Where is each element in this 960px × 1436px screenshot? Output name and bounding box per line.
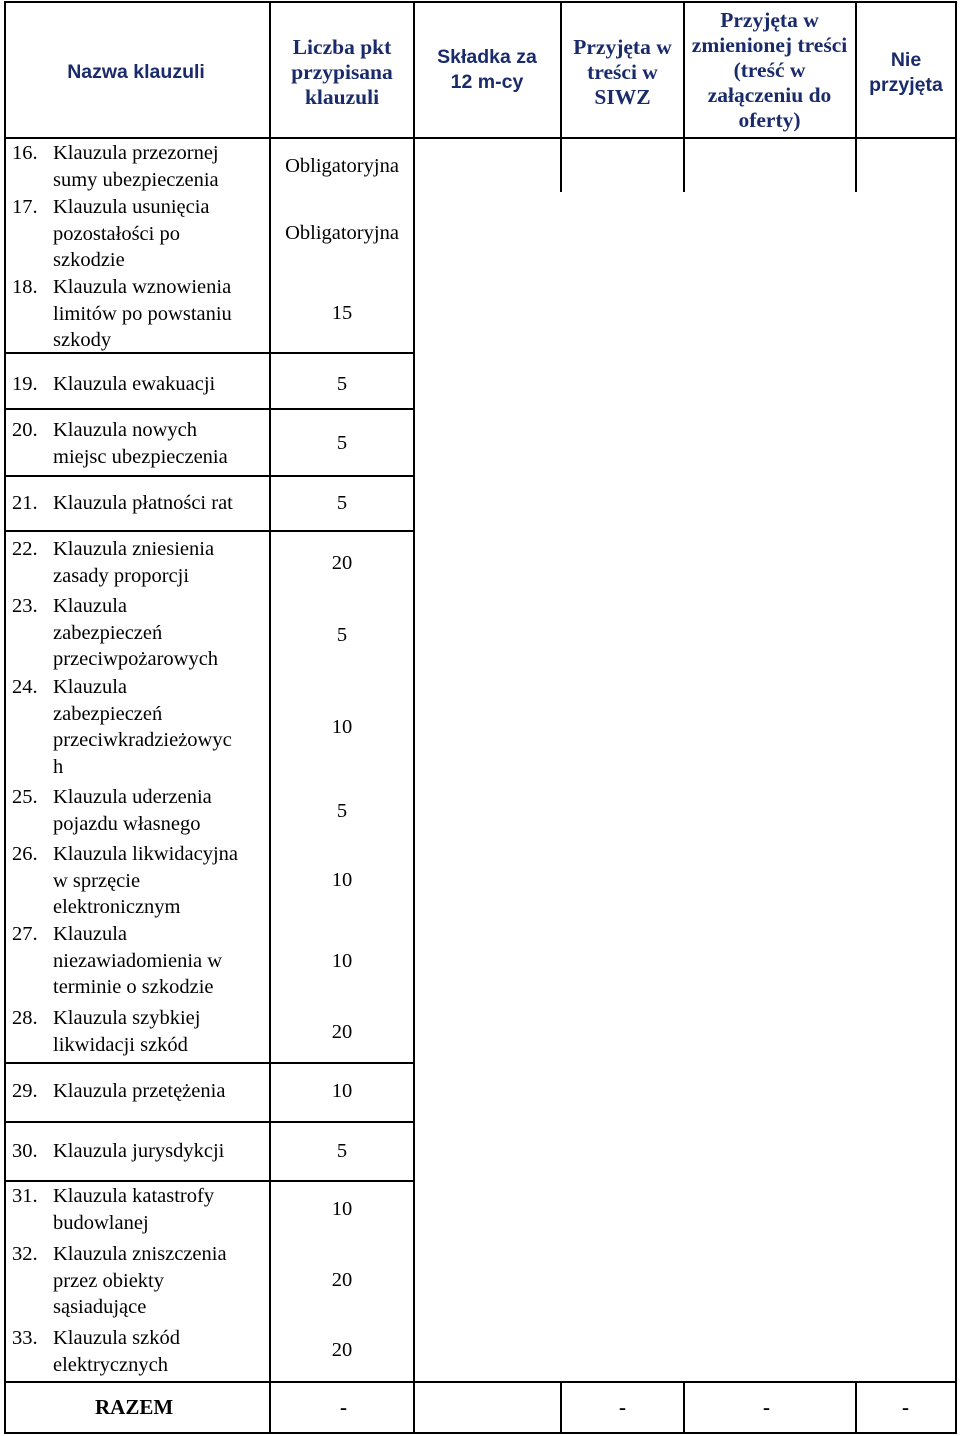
clause-name-line: likwidacji szkód — [53, 1033, 188, 1056]
clause-name-line: przeciwkradzieżowyc — [53, 729, 232, 751]
total-premium: - — [340, 1395, 347, 1419]
table-border-top — [4, 1, 957, 3]
clause-name-line: elektrycznych — [53, 1353, 168, 1376]
clause-name-line: zasady proporcji — [53, 564, 190, 587]
clause-points: Obligatoryjna — [285, 222, 399, 244]
row-divider — [4, 1121, 415, 1123]
clause-name-line: Klauzula wznowienia — [53, 276, 232, 298]
header-name: Nazwa klauzuli — [67, 61, 205, 83]
clause-number: 23. — [12, 595, 38, 617]
clause-name — [53, 140, 266, 193]
clause-name-line: w sprzęcie — [53, 869, 141, 892]
clause-name-line: miejsc ubezpieczenia — [53, 445, 228, 468]
clause-name — [53, 674, 266, 780]
clause-name-line: Klauzula likwidacyjna — [53, 843, 239, 865]
clause-name — [53, 841, 266, 921]
clause-points: 10 — [331, 950, 353, 972]
clause-name-line: zabezpieczeń — [53, 621, 163, 644]
clause-number: 31. — [12, 1185, 38, 1207]
clause-name — [53, 1005, 266, 1058]
clause-points: 5 — [336, 1140, 348, 1162]
clause-points: 20 — [331, 1021, 353, 1043]
total-accepted-modified: - — [763, 1395, 770, 1419]
table-border-left — [4, 1, 6, 1434]
row-divider — [4, 530, 415, 532]
clause-name-line: Klauzula zniesienia — [53, 538, 215, 560]
clause-name-line: Klauzula ewakuacji — [53, 373, 216, 395]
clause-name — [53, 1183, 266, 1236]
clause-name — [53, 194, 266, 274]
clause-name-line: pojazdu własnego — [53, 812, 201, 835]
clause-points: 5 — [336, 492, 348, 514]
clause-name-line: budowlanej — [53, 1211, 149, 1234]
clause-name-line: przez obiekty — [53, 1269, 164, 1292]
clause-number: 17. — [12, 196, 38, 218]
clause-number: 33. — [12, 1327, 38, 1349]
clause-name-line: Klauzula płatności rat — [53, 492, 233, 514]
total-divider — [4, 1381, 957, 1383]
clause-points: Obligatoryjna — [285, 155, 399, 177]
clause-name-line: terminie o szkodzie — [53, 976, 214, 998]
total-label: RAZEM — [95, 1395, 174, 1419]
clause-points: 5 — [336, 373, 348, 395]
clause-name-line: elektronicznym — [53, 896, 181, 918]
clause-number: 19. — [12, 373, 38, 395]
column-divider — [855, 1381, 857, 1434]
clause-name — [53, 921, 266, 1001]
clause-name-line: Klauzula — [53, 676, 127, 698]
column-divider — [560, 1381, 562, 1434]
clause-number: 22. — [12, 538, 38, 560]
clause-number: 16. — [12, 142, 38, 164]
row-divider — [4, 475, 415, 477]
clause-points: 15 — [331, 302, 353, 324]
header-accepted-modified: Przyjęta w zmienionej treści (treść w załączeniu do oferty) — [691, 7, 848, 132]
clause-name — [53, 371, 266, 398]
header-accepted-siwz: Przyjęta w treści w SIWZ — [573, 34, 672, 109]
table-border-right — [955, 1, 957, 1434]
clause-name — [53, 1325, 266, 1378]
row-divider — [4, 408, 415, 410]
clause-number: 18. — [12, 276, 38, 298]
total-not-accepted: - — [902, 1395, 909, 1419]
clause-points: 10 — [331, 716, 353, 738]
clause-number: 20. — [12, 419, 38, 441]
clause-name-line: Klauzula przetężenia — [53, 1080, 226, 1102]
column-divider — [855, 1, 857, 192]
clause-points: 20 — [331, 552, 353, 574]
clause-name-line: h — [53, 755, 64, 778]
header-divider — [4, 137, 957, 139]
clause-name-line: Klauzula jurysdykcji — [53, 1140, 225, 1162]
clause-name-line: Klauzula — [53, 595, 127, 617]
clause-name-line: Klauzula nowych — [53, 419, 198, 441]
clause-number: 32. — [12, 1243, 38, 1265]
clause-name-line: szkodzie — [53, 249, 125, 271]
clause-name — [53, 784, 266, 837]
clause-points: 10 — [331, 1198, 353, 1220]
clause-name — [53, 536, 266, 589]
clause-points: 5 — [336, 624, 348, 646]
clause-points: 5 — [336, 432, 348, 454]
clause-name-line: niezawiadomienia w — [53, 949, 223, 972]
clause-name-line: Klauzula — [53, 923, 127, 945]
clause-name-line: Klauzula przezornej — [53, 142, 219, 164]
clause-name-line: Klauzula szybkiej — [53, 1007, 201, 1029]
clause-name — [53, 417, 266, 470]
row-divider — [4, 1180, 415, 1182]
column-divider — [683, 1381, 685, 1434]
clause-name — [53, 1138, 266, 1165]
clause-number: 29. — [12, 1080, 38, 1102]
column-divider — [560, 1, 562, 192]
clause-points: 20 — [331, 1269, 353, 1291]
clause-name — [53, 1078, 266, 1105]
clause-name-line: szkody — [53, 329, 112, 351]
clause-name-line: sumy ubezpieczenia — [53, 168, 219, 191]
total-accepted-siwz: - — [619, 1395, 626, 1419]
header-premium: Składka za 12 m-cy — [437, 46, 537, 93]
clause-points: 10 — [331, 869, 353, 891]
clause-name-line: Klauzula szkód — [53, 1327, 180, 1349]
clause-number: 27. — [12, 923, 38, 945]
header-not-accepted: Nie przyjęta — [869, 48, 943, 96]
clause-number: 24. — [12, 676, 38, 698]
clause-name-line: Klauzula katastrofy — [53, 1185, 215, 1207]
clause-name-line: Klauzula zniszczenia — [53, 1243, 227, 1265]
clause-name-line: zabezpieczeń — [53, 702, 163, 725]
header-points: Liczba pkt przypisana klauzuli — [291, 34, 393, 109]
clause-name-line: Klauzula uderzenia — [53, 786, 212, 808]
clause-number: 26. — [12, 843, 38, 865]
clause-name — [53, 1241, 266, 1321]
row-divider — [4, 1062, 415, 1064]
clause-name-line: limitów po powstaniu — [53, 302, 232, 325]
clause-name-line: pozostałości po — [53, 222, 180, 245]
clause-points: 20 — [331, 1339, 353, 1361]
table-border-bottom — [4, 1432, 957, 1434]
column-divider — [683, 1, 685, 192]
column-divider — [413, 1, 415, 1434]
clause-number: 25. — [12, 786, 38, 808]
clause-points: 5 — [336, 800, 348, 822]
clause-number: 28. — [12, 1007, 38, 1029]
clause-number: 21. — [12, 492, 38, 514]
clause-name-line: przeciwpożarowych — [53, 648, 219, 670]
clause-name — [53, 593, 266, 673]
clause-name — [53, 274, 266, 354]
clause-points: 10 — [331, 1080, 353, 1102]
clause-name-line: Klauzula usunięcia — [53, 196, 210, 218]
clause-name-line: sąsiadujące — [53, 1296, 147, 1318]
clause-number: 30. — [12, 1140, 38, 1162]
clause-name — [53, 490, 266, 517]
